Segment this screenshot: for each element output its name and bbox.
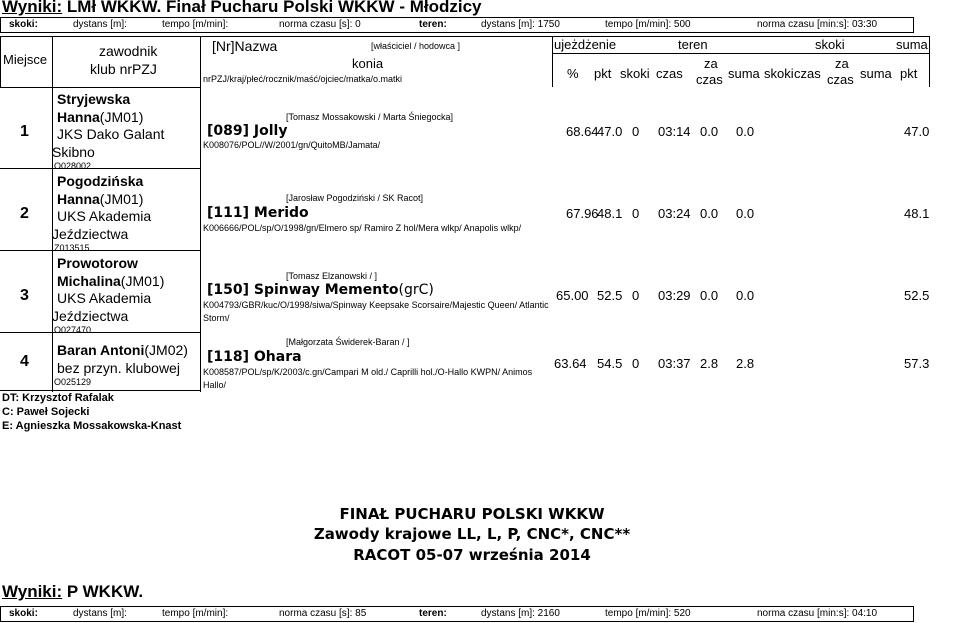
row-place: 3	[20, 287, 29, 304]
dressage-pct: 63.64	[554, 356, 587, 371]
horse-name-suffix: (grC)	[398, 282, 434, 298]
horse-name: [089] Jolly	[207, 123, 288, 139]
rider-category: (JM01)	[99, 191, 144, 207]
judge-dt: DT: Krzysztof Rafalak	[2, 392, 114, 404]
info2-teren: teren:	[419, 608, 447, 619]
header-nr-nazwa: [Nr]Nazwa	[212, 38, 278, 54]
dressage-pkt: 48.1	[597, 206, 623, 221]
info-skoki: skoki:	[9, 19, 38, 30]
header-ujezdzenie: ujeżdżenie	[554, 37, 617, 52]
header-teren: teren	[678, 37, 708, 52]
col-divider	[200, 87, 201, 392]
horse-name-text: [150] Spinway Memento	[207, 282, 399, 298]
rider-name	[57, 342, 188, 358]
info2-norma-skoki: norma czasu [s]: 85	[279, 608, 367, 619]
col-divider	[929, 36, 930, 87]
row-divider	[0, 332, 200, 333]
rider-surname: Prowotorow	[57, 255, 138, 271]
judge-c: C: Paweł Sojecki	[2, 406, 90, 418]
xc-suma: 0.0	[736, 288, 755, 303]
col-divider	[552, 36, 553, 87]
subheader-line	[552, 53, 930, 54]
row-place: 1	[20, 123, 29, 140]
rider-category: (JM01)	[120, 273, 165, 289]
info-dystans-teren: dystans [m]: 1750	[481, 19, 560, 30]
subheader-suma: suma	[728, 66, 760, 81]
row-divider	[0, 250, 200, 251]
rider-club: UKS Akademia	[57, 290, 152, 306]
horse-desc: K008587/POL/sp/K/2003/c.gn/Campari M old./ Caprilli hol./O-Hallo KWPN/ Animos Hallo/	[203, 367, 533, 390]
header-skoki: skoki	[815, 37, 845, 52]
info2-dystans-teren: dystans [m]: 2160	[481, 608, 560, 619]
rider-club-2: Jeździectwa	[52, 308, 129, 324]
row-place: 2	[20, 205, 29, 222]
xc-za-czas: 0.0	[700, 288, 719, 303]
row-divider	[0, 168, 200, 169]
info-norma-skoki: norma czasu [s]: 0	[279, 19, 361, 30]
dressage-pct: 65.00	[556, 288, 589, 303]
course-info-bar	[0, 17, 914, 33]
horse-desc: K008076/POL//W/2001/gn/QuitoMB/Jamata/	[203, 140, 381, 150]
header-wlasciciel: [właściciel / hodowca ]	[371, 41, 461, 51]
total-pkt: 52.5	[904, 288, 930, 303]
horse-owner: [Małgorzata Świderek-Baran / ]	[286, 337, 410, 347]
title2-main: P WKKW.	[66, 582, 144, 601]
rider-surname: Pogodzińska	[57, 173, 144, 189]
total-pkt: 48.1	[904, 206, 930, 221]
footer-line-3: RACOT 05-07 września 2014	[353, 546, 591, 564]
xc-skoki: 0	[632, 356, 640, 371]
rider-firstname: Hanna	[57, 109, 100, 125]
footer-line-2: Zawody krajowe LL, L, P, CNC*, CNC**	[313, 525, 631, 543]
header-klub: klub nrPZJ	[90, 61, 157, 77]
rider-category: (JM01)	[99, 109, 144, 125]
rider-club: UKS Akademia	[57, 208, 152, 224]
xc-za-czas: 2.8	[700, 356, 719, 371]
rider-pzj: O025129	[54, 377, 92, 387]
xc-czas: 03:14	[658, 124, 691, 139]
header-konia: konia	[352, 56, 384, 71]
subheader-za-czas-2a: za	[835, 56, 849, 71]
horse-name	[207, 282, 434, 298]
xc-suma: 0.0	[736, 124, 755, 139]
xc-skoki: 0	[632, 206, 640, 221]
subheader-za-czas-a: za	[704, 56, 718, 71]
footer-line-1: FINAŁ PUCHARU POLSKI WKKW	[339, 505, 605, 523]
subheader-za-czas-b: czas	[696, 72, 723, 87]
row-place: 4	[20, 353, 29, 370]
subheader-suma-2: suma	[860, 66, 892, 81]
xc-suma: 0.0	[736, 206, 755, 221]
xc-czas: 03:37	[658, 356, 691, 371]
info2-dystans-skoki: dystans [m]:	[73, 608, 127, 619]
header-suma: suma	[896, 37, 928, 52]
xc-suma: 2.8	[736, 356, 755, 371]
rider-category: (JM02)	[144, 342, 188, 358]
subheader-pct: %	[567, 66, 579, 81]
subheader-czas: czas	[656, 66, 683, 81]
info-teren: teren:	[419, 19, 447, 30]
dressage-pkt: 47.0	[597, 124, 623, 139]
info-tempo-skoki: tempo [m/min]:	[162, 19, 229, 30]
horse-owner: [Tomasz Mossakowski / Marta Śniegocka]	[286, 112, 454, 122]
header-miejsce: Miejsce	[3, 52, 48, 67]
subheader-pkt: pkt	[594, 66, 612, 81]
rider-pzj: O028002	[54, 161, 92, 171]
info2-tempo-skoki: tempo [m/min]:	[162, 608, 229, 619]
horse-name: [118] Ohara	[207, 349, 302, 365]
horse-desc: K004793/GBR/kuc/O/1998/siwa/Spinway Keepsake Scorsaire/Majestic Queen/ Atlantic Storm/	[203, 300, 549, 323]
dressage-pct: 67.96	[566, 206, 599, 221]
rider-club: JKS Dako Galant	[57, 126, 165, 142]
rider-firstname: Hanna	[57, 191, 100, 207]
col-divider	[52, 36, 53, 87]
horse-name: [111] Merido	[207, 205, 309, 221]
rider-pzj: Z013515	[54, 243, 90, 253]
subheader-pkt-total: pkt	[900, 66, 918, 81]
title-main: LMł WKKW. Finał Pucharu Polski WKKW - Młodzicy	[66, 0, 482, 16]
judge-e: E: Agnieszka Mossakowska-Knast	[2, 420, 182, 432]
total-pkt: 47.0	[904, 124, 930, 139]
rider-surname: Stryjewska	[57, 91, 131, 107]
xc-czas: 03:29	[658, 288, 691, 303]
info-dystans-skoki: dystans [m]:	[73, 19, 127, 30]
info-norma-teren: norma czasu [min:s]: 03:30	[757, 19, 878, 30]
info2-skoki: skoki:	[9, 608, 38, 619]
rider-name	[57, 109, 143, 125]
info2-tempo-teren: tempo [m/min]: 520	[605, 608, 691, 619]
dressage-pct: 68.64	[566, 124, 599, 139]
xc-za-czas: 0.0	[700, 206, 719, 221]
horse-desc: K006666/POL/sp/O/1998/gn/Elmero sp/ Ramiro Z hol/Mera wlkp/ Anapolis wlkp/	[203, 223, 522, 233]
rider-pzj: O027470	[54, 325, 92, 335]
section-title-2	[2, 582, 143, 602]
rider-name	[57, 273, 164, 289]
course-info-bar-2	[0, 606, 914, 622]
rider-club-2: Jeździectwa	[52, 226, 129, 242]
subheader-czas-2: czas	[794, 66, 821, 81]
dressage-pkt: 52.5	[597, 288, 623, 303]
xc-skoki: 0	[632, 288, 640, 303]
header-horse-info: nrPZJ/kraj/płeć/rocznik/maść/ojciec/matka/o.matki	[203, 74, 403, 84]
dressage-pkt: 54.5	[597, 356, 623, 371]
xc-czas: 03:24	[658, 206, 691, 221]
total-pkt: 57.3	[904, 356, 930, 371]
header-bottom-line	[0, 87, 200, 88]
info2-norma-teren: norma czasu [min:s]: 04:10	[757, 608, 878, 619]
xc-za-czas: 0.0	[700, 124, 719, 139]
page-title	[2, 0, 482, 17]
header-zawodnik: zawodnik	[99, 43, 158, 59]
rider-club: bez przyn. klubowej	[57, 360, 180, 376]
rider-firstname: Michalina	[57, 273, 121, 289]
subheader-skoki: skoki	[620, 66, 650, 81]
title-prefix: Wyniki:	[2, 0, 63, 16]
subheader-skoki-2: skoki	[764, 66, 794, 81]
table-left-border	[0, 36, 1, 87]
judges-block	[2, 391, 181, 433]
rider-name	[57, 191, 143, 207]
rider-club-2: Skibno	[52, 144, 95, 160]
horse-owner: [Tomasz Elzanowski / ]	[286, 271, 378, 281]
title2-prefix: Wyniki:	[2, 582, 63, 601]
table-top-border	[0, 36, 930, 37]
subheader-za-czas-2b: czas	[827, 72, 854, 87]
info-tempo-teren: tempo [m/min]: 500	[605, 19, 691, 30]
col-divider	[200, 36, 201, 87]
horse-owner: [Jarosław Pogodziński / SK Racot]	[286, 193, 424, 203]
rider-fullname: Baran Antoni	[57, 342, 145, 358]
xc-skoki: 0	[632, 124, 640, 139]
